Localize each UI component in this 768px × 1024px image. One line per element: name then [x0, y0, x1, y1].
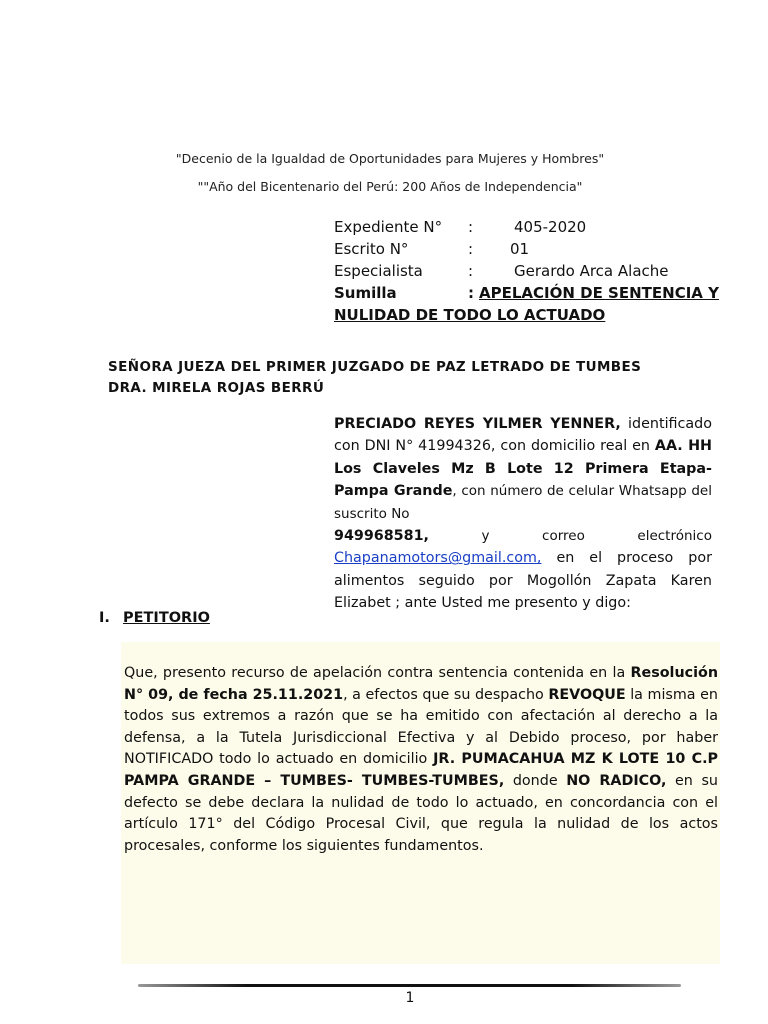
sumilla-value-continuation: NULIDAD DE TODO LO ACTUADO: [334, 306, 606, 324]
party-id-text: identificado con DNI N° 41994326, con domicilio real en: [334, 416, 712, 455]
party-closing-text: en el proceso por alimentos seguido por Mogollón Zapata Karen Elizabet ; ante Usted me presento y digo:: [334, 550, 712, 612]
footer-divider: [138, 984, 681, 987]
expediente-row: [334, 216, 714, 238]
party-phone-text: , con número de celular Whatsapp del suscrito No: [334, 483, 712, 522]
party-name: PRECIADO REYES YILMER YENNER,: [334, 416, 621, 432]
sumilla-value: APELACIÓN DE SENTENCIA Y: [479, 284, 719, 302]
party-email-link[interactable]: Chapanamotors@gmail.com,: [334, 550, 542, 567]
word-y: y: [481, 528, 490, 545]
party-introduction: [334, 413, 712, 615]
notified-address: JR. PUMACAHUA MZ K LOTE 10 C.P PAMPA GRANDE – TUMBES- TUMBES-TUMBES,: [124, 751, 718, 789]
addressee-court: SEÑORA JUEZA DEL PRIMER JUZGADO DE PAZ LETRADO DE TUMBES: [108, 359, 642, 375]
colon: :: [468, 262, 474, 280]
section-title: PETITORIO: [123, 610, 210, 626]
sumilla-label: Sumilla: [334, 284, 397, 302]
colon: :: [468, 284, 474, 302]
page-number: 1: [405, 990, 415, 1006]
text-run: , a efectos que su despacho: [343, 686, 549, 703]
addressee-block: [108, 357, 641, 399]
colon: :: [468, 218, 474, 236]
escrito-row: [334, 238, 714, 260]
especialista-value: Gerardo Arca Alache: [514, 262, 669, 280]
sumilla-row: [334, 282, 719, 304]
especialista-label: Especialista: [334, 262, 423, 280]
text-run: Que, presento recurso de apelación contra sentencia contenida en la: [124, 665, 631, 681]
motto-bicentenario: ""Año del Bicentenario del Perú: 200 Años de Independencia": [197, 179, 583, 194]
party-contact-line: [334, 525, 712, 547]
section-number: I.: [99, 610, 110, 626]
expediente-value: 405-2020: [514, 218, 587, 236]
addressee-judge: DRA. MIRELA ROJAS BERRÚ: [108, 380, 325, 396]
word-electronico: electrónico: [637, 528, 712, 545]
escrito-value: 01: [510, 240, 530, 258]
motto-decenio: "Decenio de la Igualdad de Oportunidades para Mujeres y Hombres": [175, 151, 605, 166]
revoque-word: REVOQUE: [548, 686, 626, 703]
sumilla-continuation-row: [334, 304, 714, 326]
resolution-ref: Resolución N° 09, de fecha 25.11.2021: [124, 665, 718, 703]
text-run: la misma en todos sus extremos a razón que se ha emitido con afectación al derecho a la defensa, a la Tutela Jurisdiccional Efectiva y al Debido proceso, por haber NOTIFICADO todo lo actuado en domicilio: [124, 686, 718, 768]
colon: :: [468, 240, 474, 258]
escrito-label: Escrito N°: [334, 240, 409, 258]
word-correo: correo: [542, 528, 585, 545]
no-radico: NO RADICO,: [566, 772, 667, 789]
text-run: donde: [504, 772, 567, 789]
section-petitorio-heading: [99, 610, 210, 626]
petitorio-paragraph: [124, 663, 718, 857]
expediente-label: Expediente N°: [334, 218, 443, 236]
text-run: en su defecto se debe declara la nulidad de todo lo actuado, en concordancia con el artículo 171° del Código Procesal Civil, que regula la nulidad de los actos procesales, conforme los siguientes fundamentos.: [124, 772, 718, 854]
case-info: [334, 216, 719, 326]
especialista-row: [334, 260, 714, 282]
party-phone: 949968581,: [334, 528, 429, 545]
party-address: AA. HH Los Claveles Mz B Lote 12 Primera Etapa- Pampa Grande: [334, 438, 713, 500]
